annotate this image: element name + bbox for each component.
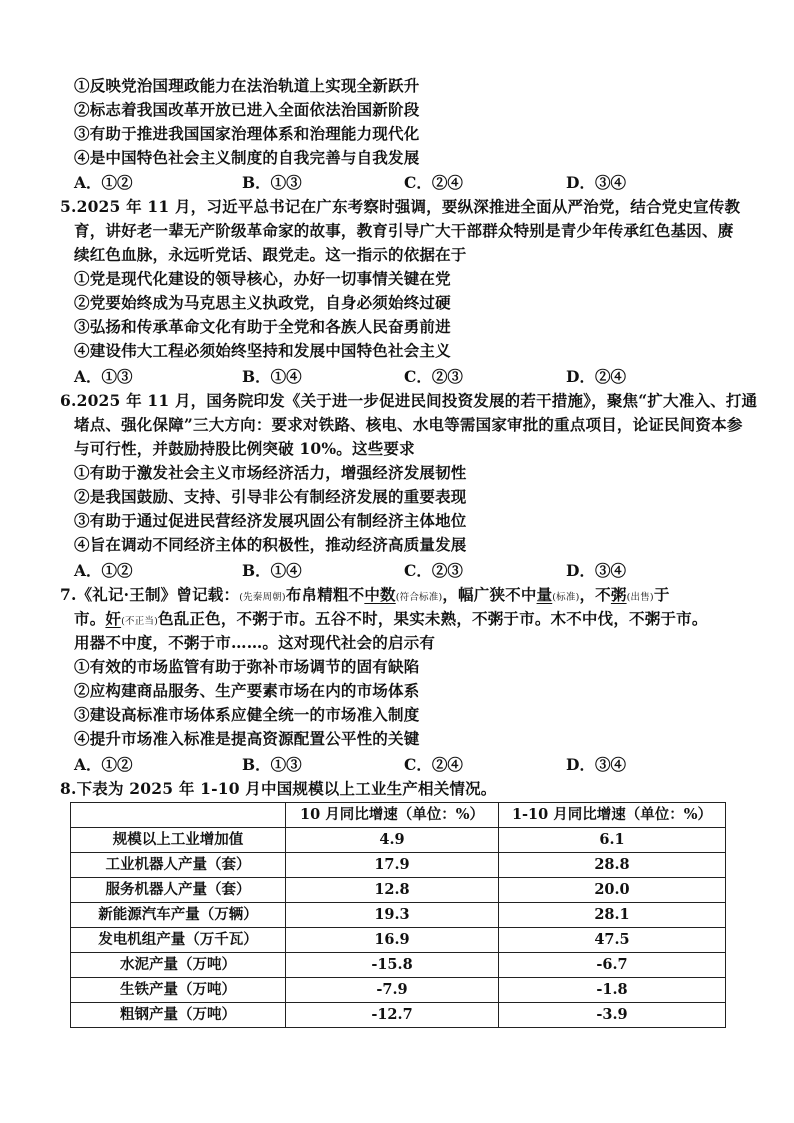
table-header-cell: 1-10 月同比增速（单位：%） [499,803,726,828]
q7-stem-line-1: 7.《礼记·王制》曾记载：(先秦周朝)布帛精粗不中数(符合标准)，幅广狭不中量(标准)，不粥(出售)于 [60,585,670,604]
table-cell-value: 28.8 [499,853,726,878]
q4-statement-2: ②标志着我国改革开放已进入全面依法治国新阶段 [74,100,420,119]
q7-statement-1: ①有效的市场监管有助于弥补市场调节的固有缺陷 [74,657,420,676]
table-row-label: 规模以上工业增加值 [71,828,286,853]
q6-stem-line-2: 堵点、强化保障”三大方向：要求对铁路、核电、水电等需国家审批的重点项目，论证民间资本参 [74,415,743,434]
table-cell-value: -1.8 [499,978,726,1003]
q6-stem-line-3: 与可行性，并鼓励持股比例突破 10%。这些要求 [74,439,415,458]
table-cell-value: 6.1 [499,828,726,853]
table-cell-value: -12.7 [286,1003,499,1028]
table-row-label: 服务机器人产量（套） [71,878,286,903]
q7-option-d: D．③④ [566,755,626,774]
table-cell-value: -7.9 [286,978,499,1003]
table-row-label: 工业机器人产量（套） [71,853,286,878]
q6-statement-2: ②是我国鼓励、支持、引导非公有制经济发展的重要表现 [74,487,467,506]
table-cell-value: 28.1 [499,903,726,928]
q4-option-c: C．②④ [404,173,463,192]
q7-option-b: B．①③ [242,755,302,774]
table-header-row [71,803,726,828]
table-row [71,953,726,978]
table-body [71,828,726,1028]
q7-statement-3: ③建设高标准市场体系应健全统一的市场准入制度 [74,705,420,724]
table-cell-value: 19.3 [286,903,499,928]
table-row-label: 生铁产量（万吨） [71,978,286,1003]
q4-option-a: A．①② [74,173,133,192]
table-cell-value: 17.9 [286,853,499,878]
table-row [71,903,726,928]
table-row [71,878,726,903]
q4-statement-1: ①反映党治国理政能力在法治轨道上实现全新跃升 [74,76,420,95]
q4-option-b: B．①③ [242,173,302,192]
q5-statement-2: ②党要始终成为马克思主义执政党，自身必须始终过硬 [74,293,451,312]
table-cell-value: 12.8 [286,878,499,903]
table-row [71,928,726,953]
table-row-label: 水泥产量（万吨） [71,953,286,978]
q7-statement-4: ④提升市场准入标准是提高资源配置公平性的关键 [74,729,420,748]
q4-statement-4: ④是中国特色社会主义制度的自我完善与自我发展 [74,148,420,167]
table-cell-value: 16.9 [286,928,499,953]
q7-stem-line-3: 用器不中度，不粥于市……。这对现代社会的启示有 [74,633,436,652]
q6-statement-4: ④旨在调动不同经济主体的积极性，推动经济高质量发展 [74,535,467,554]
table-row [71,978,726,1003]
q5-stem-line-2: 育，讲好老一辈无产阶级革命家的故事，教育引导广大干部群众特别是青少年传承红色基因、赓 [74,221,734,240]
q7-stem-line-2: 市。奸(不正当)色乱正色，不粥于市。五谷不时，果实未熟，不粥于市。木不中伐，不粥于市。 [74,609,708,628]
table-cell-value: -3.9 [499,1003,726,1028]
q5-option-b: B．①④ [242,367,302,386]
q4-option-d: D．③④ [566,173,626,192]
q7-option-c: C．②④ [404,755,463,774]
table-header-cell [71,803,286,828]
q6-option-c: C．②③ [404,561,463,580]
table-cell-value: -6.7 [499,953,726,978]
table-row [71,853,726,878]
table-cell-value: 20.0 [499,878,726,903]
table-cell-value: 47.5 [499,928,726,953]
q5-statement-4: ④建设伟大工程必须始终坚持和发展中国特色社会主义 [74,341,451,360]
q6-option-a: A．①② [74,561,133,580]
table-header-cell: 10 月同比增速（单位：%） [286,803,499,828]
table-row [71,828,726,853]
q6-stem-line-1: 6.2025 年 11 月，国务院印发《关于进一步促进民间投资发展的若干措施》，聚焦“扩大准入、打通 [60,391,758,410]
q8-data-table [70,802,726,1028]
q7-option-a: A．①② [74,755,133,774]
table-cell-value: -15.8 [286,953,499,978]
q5-statement-3: ③弘扬和传承革命文化有助于全党和各族人民奋勇前进 [74,317,451,336]
q5-option-d: D．②④ [566,367,626,386]
table-row-label: 新能源汽车产量（万辆） [71,903,286,928]
q5-stem-line-3: 续红色血脉，永远听党话、跟党走。这一指示的依据在于 [74,245,467,264]
q7-statement-2: ②应构建商品服务、生产要素市场在内的市场体系 [74,681,420,700]
q5-statement-1: ①党是现代化建设的领导核心，办好一切事情关键在党 [74,269,451,288]
q4-statement-3: ③有助于推进我国国家治理体系和治理能力现代化 [74,124,420,143]
q6-option-d: D．③④ [566,561,626,580]
q5-stem-line-1: 5.2025 年 11 月，习近平总书记在广东考察时强调，要纵深推进全面从严治党，结合党史宣传教 [60,197,741,216]
q5-option-c: C．②③ [404,367,463,386]
q8-intro: 8.下表为 2025 年 1-10 月中国规模以上工业生产相关情况。 [60,779,497,798]
table-row-label: 发电机组产量（万千瓦） [71,928,286,953]
q6-statement-1: ①有助于激发社会主义市场经济活力，增强经济发展韧性 [74,463,467,482]
table-row [71,1003,726,1028]
q6-statement-3: ③有助于通过促进民营经济发展巩固公有制经济主体地位 [74,511,467,530]
table-cell-value: 4.9 [286,828,499,853]
q5-option-a: A．①③ [74,367,133,386]
q6-option-b: B．①④ [242,561,302,580]
table-row-label: 粗钢产量（万吨） [71,1003,286,1028]
